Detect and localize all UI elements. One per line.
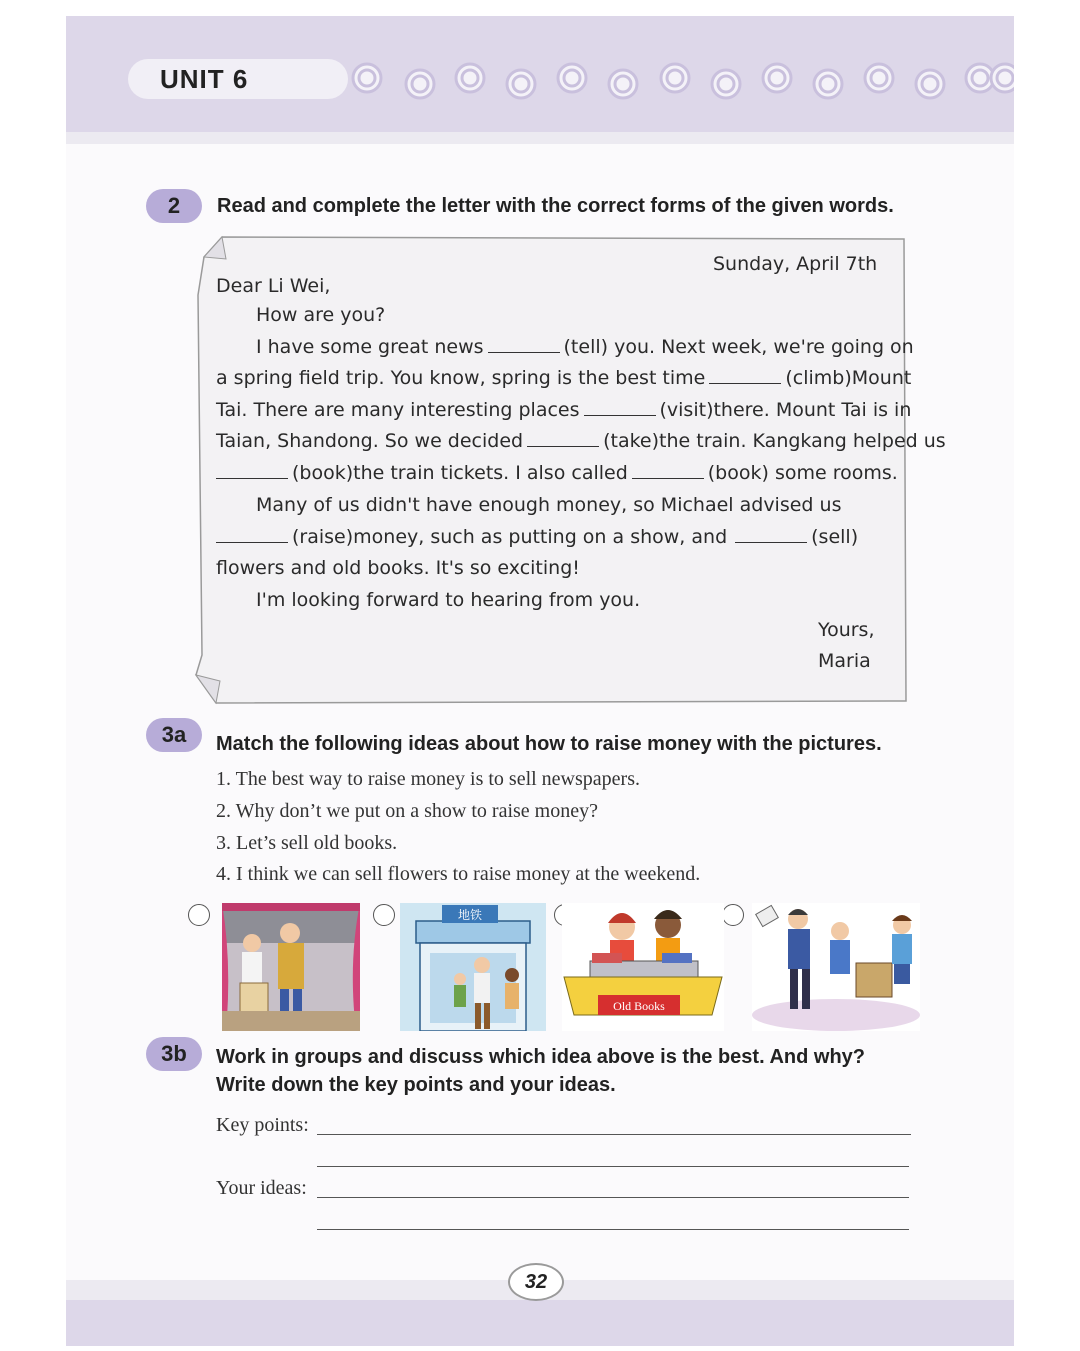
idea-item: 4. I think we can sell flowers to raise money at the weekend. <box>216 863 701 885</box>
letter-date: Sunday, April 7th <box>713 253 878 275</box>
section-2-instruction: Read and complete the letter with the correct forms of the given words. <box>217 195 894 217</box>
letter-text-segment: (sell) <box>811 526 859 548</box>
header-strip <box>66 132 1014 144</box>
answer-blank[interactable] <box>632 464 704 479</box>
letter-line <box>216 367 911 389</box>
old-books-picture <box>562 903 724 1031</box>
letter-text-segment: (book)the train tickets. I also called <box>292 462 628 484</box>
section-3b-badge: 3b <box>146 1037 202 1071</box>
section-3b-instruction-line-1: Work in groups and discuss which idea above is the best. And why? <box>216 1046 866 1068</box>
match-circle[interactable] <box>722 904 744 926</box>
answer-blank[interactable] <box>488 338 560 353</box>
match-circle[interactable] <box>373 904 395 926</box>
old-books-sign-text: Old Books <box>613 999 665 1013</box>
letter-text-segment: (take)the train. Kangkang helped us <box>603 430 946 452</box>
letter-closing-line: I'm looking forward to hearing from you. <box>256 589 641 611</box>
match-circle[interactable] <box>188 904 210 926</box>
letter-text-segment: Tai. There are many interesting places <box>216 399 580 421</box>
footer-band <box>66 1300 1014 1346</box>
letter-text-segment: (raise)money, such as putting on a show, and <box>292 526 728 548</box>
answer-blank[interactable] <box>584 401 656 416</box>
letter-signature: Maria <box>818 650 871 672</box>
letter-line <box>256 336 914 358</box>
key-points-line[interactable] <box>317 1166 909 1167</box>
your-ideas-line[interactable] <box>317 1197 909 1198</box>
letter-line <box>216 430 946 452</box>
letter-text-segment: (book) some rooms. <box>707 462 898 484</box>
answer-blank[interactable] <box>709 369 781 384</box>
section-2-badge: 2 <box>146 189 202 223</box>
answer-blank[interactable] <box>216 464 288 479</box>
section-3b-instruction-line-2: Write down the key points and your ideas. <box>216 1074 616 1096</box>
your-ideas-label: Your ideas: <box>216 1177 307 1199</box>
letter-line: Many of us didn't have enough money, so Michael advised us <box>256 494 842 516</box>
idea-item: 2. Why don’t we put on a show to raise money? <box>216 800 598 822</box>
ring-decoration <box>350 60 1014 104</box>
letter-line: flowers and old books. It's so exciting! <box>216 557 580 579</box>
answer-blank[interactable] <box>527 432 599 447</box>
letter-greeting: Dear Li Wei, <box>216 275 331 297</box>
section-3a-badge: 3a <box>146 718 202 752</box>
idea-item: 1. The best way to raise money is to sell newspapers. <box>216 768 640 790</box>
subway-sign-text: 地铁 <box>457 908 483 922</box>
newspaper-sellers-picture <box>752 903 920 1031</box>
newspaper-kiosk-picture <box>400 903 546 1031</box>
key-points-line[interactable] <box>317 1134 911 1135</box>
idea-item: 3. Let’s sell old books. <box>216 832 398 854</box>
letter-text-segment: Taian, Shandong. So we decided <box>216 430 524 452</box>
unit-title: UNIT 6 <box>160 64 249 94</box>
letter-text-segment: I have some great news <box>256 336 484 358</box>
letter-line <box>216 526 858 548</box>
section-3a-instruction: Match the following ideas about how to raise money with the pictures. <box>216 733 882 755</box>
letter-text-segment: (visit)there. Mount Tai is in <box>659 399 912 421</box>
show-picture <box>222 903 360 1031</box>
letter-line <box>216 399 911 421</box>
letter-opening: How are you? <box>256 304 386 326</box>
page-number: 32 <box>508 1263 564 1301</box>
key-points-label: Key points: <box>216 1114 309 1136</box>
answer-blank[interactable] <box>735 528 807 543</box>
letter-text-segment: a spring field trip. You know, spring is the best time <box>216 367 706 389</box>
answer-blank[interactable] <box>216 528 288 543</box>
your-ideas-line[interactable] <box>317 1229 909 1230</box>
letter-text-segment: (climb)Mount <box>785 367 912 389</box>
letter-line <box>216 462 898 484</box>
letter-sign-off: Yours, <box>818 619 875 641</box>
letter-text-segment: (tell) you. Next week, we're going on <box>563 336 914 358</box>
